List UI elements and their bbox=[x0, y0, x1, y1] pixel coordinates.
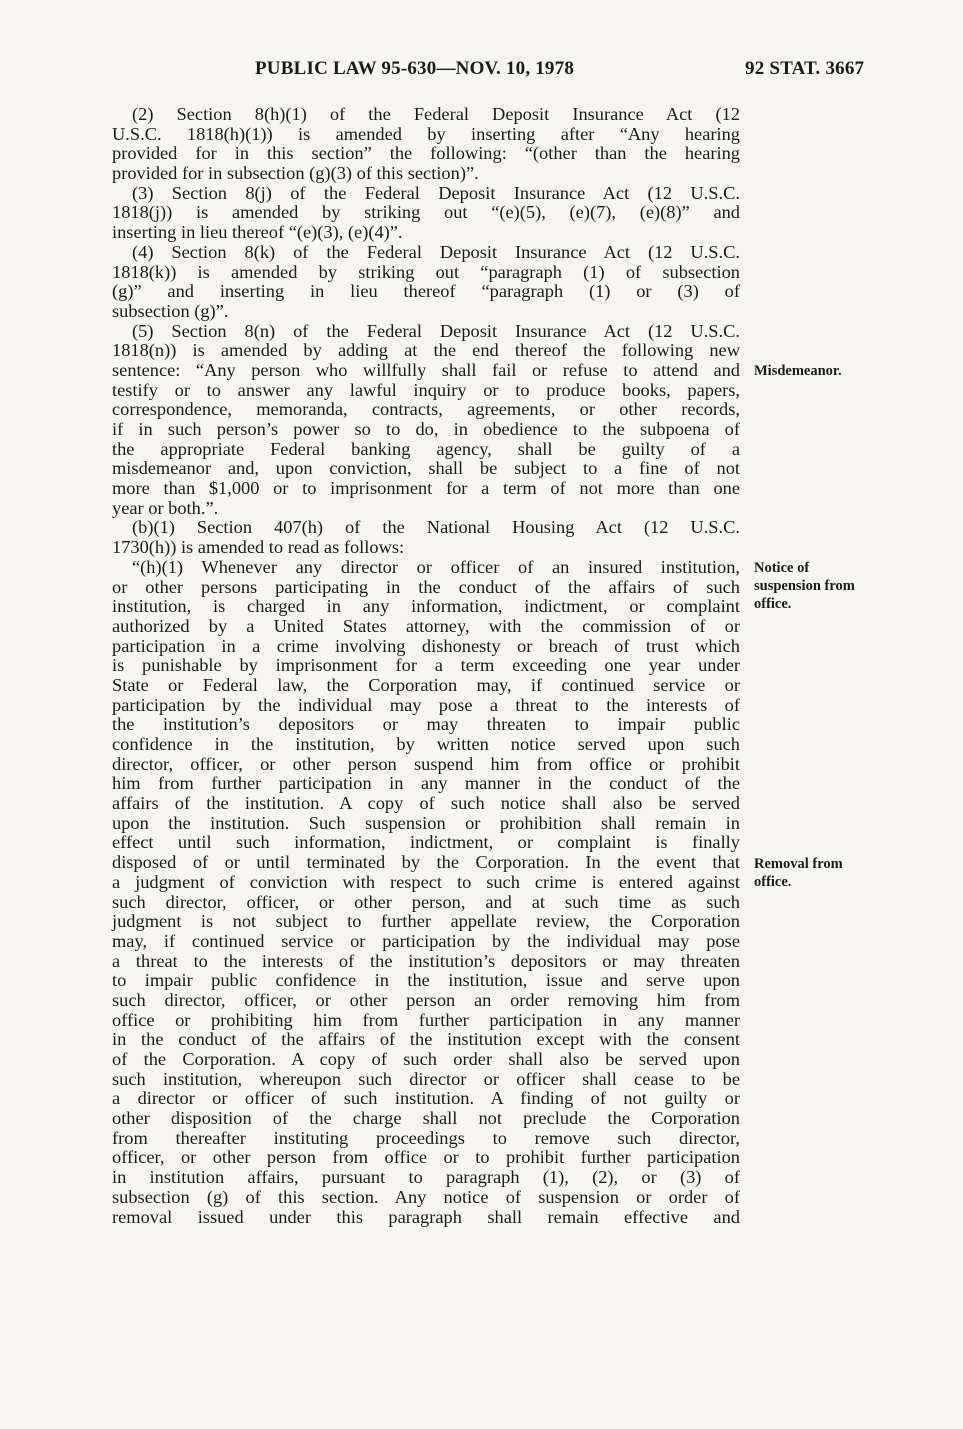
margin-note-misdemeanor bbox=[754, 362, 904, 380]
text-line: disposed of or until terminated by the Corporation. In the event that bbox=[112, 852, 740, 873]
text-line: a director or officer of such institution. A finding of not guilty or bbox=[112, 1088, 740, 1109]
margin-note-line: Removal from bbox=[754, 856, 843, 872]
margin-note-notice-of-suspension bbox=[754, 559, 904, 613]
running-head-title: PUBLIC LAW 95-630—NOV. 10, 1978 bbox=[255, 58, 575, 79]
text-line: (5) Section 8(n) of the Federal Deposit Insurance Act (12 U.S.C. bbox=[132, 320, 740, 341]
text-line: from thereafter instituting proceedings to remove such director, bbox=[112, 1127, 740, 1148]
text-line: in institution affairs, pursuant to paragraph (1), (2), or (3) of bbox=[112, 1167, 740, 1188]
text-line: subsection (g) of this section. Any notice of suspension or order of bbox=[112, 1186, 740, 1207]
text-line: (3) Section 8(j) of the Federal Deposit Insurance Act (12 U.S.C. bbox=[132, 182, 740, 203]
text-line: if in such person’s power so to do, in obedience to the subpoena of bbox=[112, 419, 740, 439]
text-line: misdemeanor and, upon conviction, shall be subject to a fine of not bbox=[112, 458, 740, 479]
text-line: participation in a crime involving dishonesty or breach of trust which bbox=[112, 635, 740, 656]
text-line: 1730(h)) is amended to read as follows: bbox=[112, 537, 405, 558]
text-line: testify or to answer any lawful inquiry or to produce books, papers, bbox=[112, 379, 740, 400]
text-line: State or Federal law, the Corporation may, if continued service or bbox=[112, 674, 740, 695]
text-line: removal issued under this paragraph shall remain effective and bbox=[112, 1206, 740, 1227]
text-line: provided for in this section” the following: “(other than the hearing bbox=[112, 143, 740, 164]
text-line: upon the institution. Such suspension or prohibition shall remain in bbox=[112, 812, 740, 833]
text-line: him from further participation in any manner in the conduct of the bbox=[112, 773, 740, 794]
text-line: correspondence, memoranda, contracts, agreements, or other records, bbox=[112, 399, 740, 420]
text-line: of the Corporation. A copy of such order shall also be served upon bbox=[112, 1049, 740, 1069]
text-line: such director, officer, or other person an order removing him from bbox=[112, 989, 740, 1010]
margin-note-line: Misdemeanor. bbox=[754, 363, 842, 379]
text-line: a judgment of conviction with respect to such crime is entered against bbox=[112, 871, 740, 892]
text-line: director, officer, or other person suspend him from office or prohibit bbox=[112, 753, 740, 774]
statute-page-number: 92 STAT. 3667 bbox=[745, 58, 865, 79]
text-line: such institution, whereupon such director or officer shall cease to be bbox=[112, 1068, 740, 1089]
text-line: (g)” and inserting in lieu thereof “paragraph (1) or (3) of bbox=[112, 281, 740, 302]
text-line: judgment is not subject to further appellate review, the Corporation bbox=[112, 911, 740, 932]
text-line: is punishable by imprisonment for a term exceeding one year under bbox=[112, 655, 740, 676]
text-line: provided for in subsection (g)(3) of this section)”. bbox=[112, 163, 479, 184]
text-line: 1818(j)) is amended by striking out “(e)(5), (e)(7), (e)(8)” and bbox=[112, 202, 740, 223]
text-line: the appropriate Federal banking agency, shall be guilty of a bbox=[112, 438, 740, 459]
margin-note-line: Notice of bbox=[754, 560, 810, 576]
text-line: a threat to the interests of the institution’s depositors or may threaten bbox=[112, 950, 740, 971]
text-line: U.S.C. 1818(h)(1)) is amended by inserting after “Any hearing bbox=[112, 123, 740, 144]
text-line: year or both.”. bbox=[112, 497, 219, 518]
text-line: subsection (g)”. bbox=[112, 300, 229, 321]
margin-note-line: office. bbox=[754, 874, 792, 890]
text-line: sentence: “Any person who willfully shall fail or refuse to attend and bbox=[112, 359, 740, 380]
text-line: “(h)(1) Whenever any director or officer of an insured institution, bbox=[132, 556, 740, 577]
margin-note-line: suspension from bbox=[754, 578, 855, 594]
margin-note-line: office. bbox=[754, 596, 792, 612]
text-line: more than $1,000 or to imprisonment for a term of not more than one bbox=[112, 478, 740, 499]
text-line: may, if continued service or participation by the individual may pose bbox=[112, 930, 740, 951]
text-line: other disposition of the charge shall not preclude the Corporation bbox=[112, 1108, 740, 1129]
text-line: 1818(k)) is amended by striking out “paragraph (1) of subsection bbox=[112, 261, 740, 282]
text-line: to impair public confidence in the institution, issue and serve upon bbox=[112, 970, 740, 991]
body-text bbox=[112, 105, 740, 1227]
text-line: (2) Section 8(h)(1) of the Federal Deposit Insurance Act (12 bbox=[132, 104, 740, 124]
text-line: confidence in the institution, by written notice served upon such bbox=[112, 734, 740, 754]
text-line: effect until such information, indictment, or complaint is finally bbox=[112, 832, 740, 853]
text-line: authorized by a United States attorney, with the commission of or bbox=[112, 615, 740, 636]
text-line: inserting in lieu thereof “(e)(3), (e)(4)”. bbox=[112, 222, 403, 243]
text-line: in the conduct of the affairs of the institution except with the consent bbox=[112, 1029, 740, 1050]
text-line: (4) Section 8(k) of the Federal Deposit Insurance Act (12 U.S.C. bbox=[132, 241, 740, 262]
text-line: office or prohibiting him from further participation in any manner bbox=[112, 1009, 740, 1030]
text-line: such director, officer, or other person, and at such time as such bbox=[112, 891, 740, 912]
text-line: participation by the individual may pose a threat to the interests of bbox=[112, 694, 740, 715]
text-line: institution, is charged in any information, indictment, or complaint bbox=[112, 596, 740, 617]
page-header bbox=[0, 58, 963, 84]
text-line: the institution’s depositors or may threaten to impair public bbox=[112, 714, 740, 735]
text-line: 1818(n)) is amended by adding at the end thereof the following new bbox=[112, 340, 740, 361]
text-line: affairs of the institution. A copy of such notice shall also be served bbox=[112, 793, 740, 814]
text-line: or other persons participating in the conduct of the affairs of such bbox=[112, 576, 740, 597]
margin-note-removal-from-office bbox=[754, 855, 904, 891]
text-line: officer, or other person from office or to prohibit further participation bbox=[112, 1147, 740, 1168]
text-line: (b)(1) Section 407(h) of the National Housing Act (12 U.S.C. bbox=[132, 517, 740, 538]
